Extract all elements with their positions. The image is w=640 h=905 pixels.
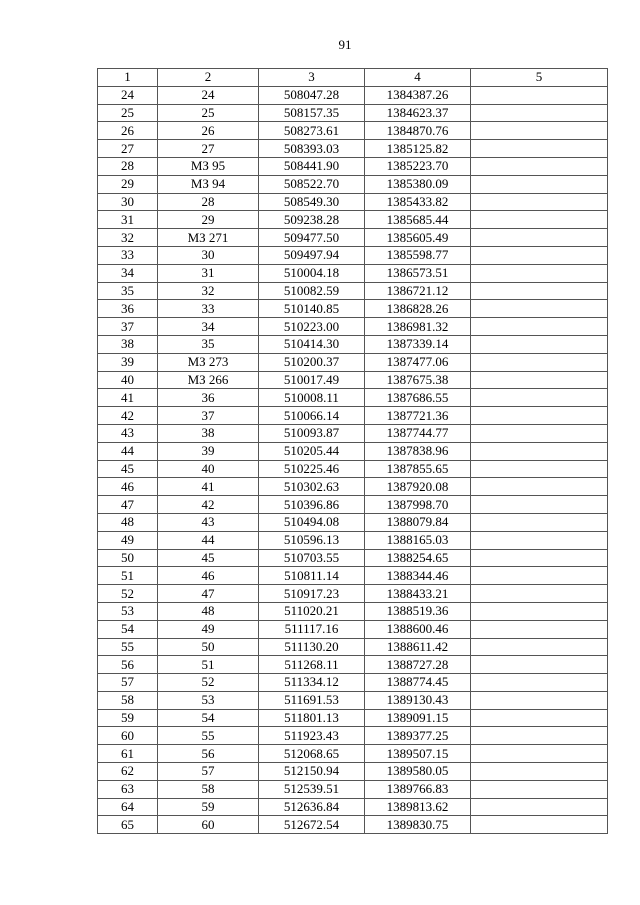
x-coordinate-cell: 510082.59 xyxy=(259,282,365,300)
row-number-cell: 32 xyxy=(98,229,158,247)
row-number-cell: 28 xyxy=(98,157,158,175)
table-row xyxy=(98,674,608,692)
note-cell xyxy=(471,727,608,745)
x-coordinate-cell: 510302.63 xyxy=(259,478,365,496)
point-id-cell: 36 xyxy=(158,389,259,407)
table-row xyxy=(98,193,608,211)
point-id-cell: 46 xyxy=(158,567,259,585)
y-coordinate-cell: 1387744.77 xyxy=(365,424,471,442)
y-coordinate-cell: 1385685.44 xyxy=(365,211,471,229)
table-row xyxy=(98,531,608,549)
x-coordinate-cell: 512672.54 xyxy=(259,816,365,834)
x-coordinate-cell: 510008.11 xyxy=(259,389,365,407)
row-number-cell: 53 xyxy=(98,602,158,620)
note-cell xyxy=(471,300,608,318)
point-id-cell: 35 xyxy=(158,335,259,353)
x-coordinate-cell: 510223.00 xyxy=(259,318,365,336)
table-row xyxy=(98,264,608,282)
point-id-cell: 28 xyxy=(158,193,259,211)
table-row xyxy=(98,709,608,727)
x-coordinate-cell: 508157.35 xyxy=(259,104,365,122)
table-row xyxy=(98,335,608,353)
table-row xyxy=(98,763,608,781)
x-coordinate-cell: 511117.16 xyxy=(259,620,365,638)
x-coordinate-cell: 510596.13 xyxy=(259,531,365,549)
point-id-cell: МЗ 266 xyxy=(158,371,259,389)
x-coordinate-cell: 512539.51 xyxy=(259,780,365,798)
table-row xyxy=(98,727,608,745)
row-number-cell: 50 xyxy=(98,549,158,567)
note-cell xyxy=(471,460,608,478)
point-id-cell: 41 xyxy=(158,478,259,496)
table-row xyxy=(98,442,608,460)
row-number-cell: 33 xyxy=(98,246,158,264)
y-coordinate-cell: 1385433.82 xyxy=(365,193,471,211)
point-id-cell: 33 xyxy=(158,300,259,318)
table-row xyxy=(98,353,608,371)
note-cell xyxy=(471,282,608,300)
note-cell xyxy=(471,674,608,692)
page-number: 91 xyxy=(338,37,352,52)
row-number-cell: 41 xyxy=(98,389,158,407)
x-coordinate-cell: 509238.28 xyxy=(259,211,365,229)
note-cell xyxy=(471,656,608,674)
x-coordinate-cell: 508441.90 xyxy=(259,157,365,175)
note-cell xyxy=(471,157,608,175)
row-number-cell: 55 xyxy=(98,638,158,656)
row-number-cell: 36 xyxy=(98,300,158,318)
table-row xyxy=(98,567,608,585)
y-coordinate-cell: 1387477.06 xyxy=(365,353,471,371)
table-row xyxy=(98,816,608,834)
y-coordinate-cell: 1389766.83 xyxy=(365,780,471,798)
table-row xyxy=(98,424,608,442)
table-row xyxy=(98,157,608,175)
note-cell xyxy=(471,246,608,264)
row-number-cell: 63 xyxy=(98,780,158,798)
y-coordinate-cell: 1389580.05 xyxy=(365,763,471,781)
note-cell xyxy=(471,175,608,193)
table-row xyxy=(98,300,608,318)
row-number-cell: 44 xyxy=(98,442,158,460)
point-id-cell: 60 xyxy=(158,816,259,834)
x-coordinate-cell: 509477.50 xyxy=(259,229,365,247)
y-coordinate-cell: 1388079.84 xyxy=(365,513,471,531)
table-header-row xyxy=(98,69,608,87)
table-row xyxy=(98,602,608,620)
table-row xyxy=(98,656,608,674)
row-number-cell: 30 xyxy=(98,193,158,211)
table-row xyxy=(98,211,608,229)
point-id-cell: 58 xyxy=(158,780,259,798)
row-number-cell: 65 xyxy=(98,816,158,834)
row-number-cell: 42 xyxy=(98,407,158,425)
y-coordinate-cell: 1389830.75 xyxy=(365,816,471,834)
note-cell xyxy=(471,798,608,816)
y-coordinate-cell: 1385223.70 xyxy=(365,157,471,175)
x-coordinate-cell: 510004.18 xyxy=(259,264,365,282)
point-id-cell: 34 xyxy=(158,318,259,336)
row-number-cell: 60 xyxy=(98,727,158,745)
x-coordinate-cell: 510066.14 xyxy=(259,407,365,425)
y-coordinate-cell: 1387998.70 xyxy=(365,496,471,514)
y-coordinate-cell: 1386828.26 xyxy=(365,300,471,318)
x-coordinate-cell: 510703.55 xyxy=(259,549,365,567)
row-number-cell: 29 xyxy=(98,175,158,193)
x-coordinate-cell: 511923.43 xyxy=(259,727,365,745)
y-coordinate-cell: 1384623.37 xyxy=(365,104,471,122)
note-cell xyxy=(471,140,608,158)
y-coordinate-cell: 1388611.42 xyxy=(365,638,471,656)
y-coordinate-cell: 1389377.25 xyxy=(365,727,471,745)
note-cell xyxy=(471,549,608,567)
point-id-cell: 49 xyxy=(158,620,259,638)
table-row xyxy=(98,691,608,709)
x-coordinate-cell: 508047.28 xyxy=(259,86,365,104)
x-coordinate-cell: 511691.53 xyxy=(259,691,365,709)
x-coordinate-cell: 510093.87 xyxy=(259,424,365,442)
x-coordinate-cell: 510811.14 xyxy=(259,567,365,585)
point-id-cell: 30 xyxy=(158,246,259,264)
point-id-cell: 31 xyxy=(158,264,259,282)
row-number-cell: 24 xyxy=(98,86,158,104)
x-coordinate-cell: 512150.94 xyxy=(259,763,365,781)
y-coordinate-cell: 1388254.65 xyxy=(365,549,471,567)
coordinates-table xyxy=(97,68,608,834)
header-cell-1: 1 xyxy=(98,69,158,87)
table-row xyxy=(98,229,608,247)
table-row xyxy=(98,282,608,300)
table-row xyxy=(98,371,608,389)
x-coordinate-cell: 511334.12 xyxy=(259,674,365,692)
row-number-cell: 61 xyxy=(98,745,158,763)
row-number-cell: 47 xyxy=(98,496,158,514)
row-number-cell: 27 xyxy=(98,140,158,158)
note-cell xyxy=(471,531,608,549)
point-id-cell: МЗ 94 xyxy=(158,175,259,193)
note-cell xyxy=(471,371,608,389)
row-number-cell: 48 xyxy=(98,513,158,531)
row-number-cell: 45 xyxy=(98,460,158,478)
point-id-cell: 51 xyxy=(158,656,259,674)
y-coordinate-cell: 1384387.26 xyxy=(365,86,471,104)
x-coordinate-cell: 512636.84 xyxy=(259,798,365,816)
table-row xyxy=(98,104,608,122)
row-number-cell: 35 xyxy=(98,282,158,300)
y-coordinate-cell: 1385605.49 xyxy=(365,229,471,247)
x-coordinate-cell: 510205.44 xyxy=(259,442,365,460)
x-coordinate-cell: 510494.08 xyxy=(259,513,365,531)
x-coordinate-cell: 510200.37 xyxy=(259,353,365,371)
x-coordinate-cell: 508393.03 xyxy=(259,140,365,158)
table-row xyxy=(98,585,608,603)
note-cell xyxy=(471,513,608,531)
y-coordinate-cell: 1385380.09 xyxy=(365,175,471,193)
point-id-cell: 45 xyxy=(158,549,259,567)
x-coordinate-cell: 510017.49 xyxy=(259,371,365,389)
note-cell xyxy=(471,264,608,282)
point-id-cell: 48 xyxy=(158,602,259,620)
point-id-cell: МЗ 273 xyxy=(158,353,259,371)
x-coordinate-cell: 508273.61 xyxy=(259,122,365,140)
table-row xyxy=(98,460,608,478)
row-number-cell: 59 xyxy=(98,709,158,727)
point-id-cell: 39 xyxy=(158,442,259,460)
note-cell xyxy=(471,816,608,834)
y-coordinate-cell: 1387686.55 xyxy=(365,389,471,407)
row-number-cell: 58 xyxy=(98,691,158,709)
table-row xyxy=(98,745,608,763)
note-cell xyxy=(471,442,608,460)
point-id-cell: 42 xyxy=(158,496,259,514)
point-id-cell: 44 xyxy=(158,531,259,549)
y-coordinate-cell: 1388600.46 xyxy=(365,620,471,638)
note-cell xyxy=(471,567,608,585)
point-id-cell: 25 xyxy=(158,104,259,122)
row-number-cell: 56 xyxy=(98,656,158,674)
y-coordinate-cell: 1388344.46 xyxy=(365,567,471,585)
row-number-cell: 62 xyxy=(98,763,158,781)
row-number-cell: 37 xyxy=(98,318,158,336)
note-cell xyxy=(471,602,608,620)
row-number-cell: 64 xyxy=(98,798,158,816)
point-id-cell: 26 xyxy=(158,122,259,140)
note-cell xyxy=(471,229,608,247)
row-number-cell: 31 xyxy=(98,211,158,229)
table-row xyxy=(98,478,608,496)
point-id-cell: МЗ 271 xyxy=(158,229,259,247)
note-cell xyxy=(471,193,608,211)
note-cell xyxy=(471,478,608,496)
x-coordinate-cell: 508549.30 xyxy=(259,193,365,211)
y-coordinate-cell: 1385598.77 xyxy=(365,246,471,264)
y-coordinate-cell: 1387920.08 xyxy=(365,478,471,496)
table-row xyxy=(98,86,608,104)
note-cell xyxy=(471,86,608,104)
x-coordinate-cell: 510140.85 xyxy=(259,300,365,318)
y-coordinate-cell: 1389813.62 xyxy=(365,798,471,816)
table-row xyxy=(98,638,608,656)
point-id-cell: 54 xyxy=(158,709,259,727)
row-number-cell: 26 xyxy=(98,122,158,140)
point-id-cell: 38 xyxy=(158,424,259,442)
x-coordinate-cell: 511020.21 xyxy=(259,602,365,620)
x-coordinate-cell: 510414.30 xyxy=(259,335,365,353)
table-row xyxy=(98,122,608,140)
x-coordinate-cell: 510917.23 xyxy=(259,585,365,603)
note-cell xyxy=(471,335,608,353)
note-cell xyxy=(471,585,608,603)
x-coordinate-cell: 512068.65 xyxy=(259,745,365,763)
row-number-cell: 54 xyxy=(98,620,158,638)
note-cell xyxy=(471,691,608,709)
note-cell xyxy=(471,709,608,727)
note-cell xyxy=(471,122,608,140)
y-coordinate-cell: 1387838.96 xyxy=(365,442,471,460)
point-id-cell: 59 xyxy=(158,798,259,816)
point-id-cell: 55 xyxy=(158,727,259,745)
point-id-cell: 29 xyxy=(158,211,259,229)
y-coordinate-cell: 1386981.32 xyxy=(365,318,471,336)
y-coordinate-cell: 1389091.15 xyxy=(365,709,471,727)
y-coordinate-cell: 1386573.51 xyxy=(365,264,471,282)
table-row xyxy=(98,318,608,336)
header-cell-3: 3 xyxy=(259,69,365,87)
y-coordinate-cell: 1386721.12 xyxy=(365,282,471,300)
table-row xyxy=(98,175,608,193)
table-row xyxy=(98,798,608,816)
y-coordinate-cell: 1388165.03 xyxy=(365,531,471,549)
note-cell xyxy=(471,424,608,442)
y-coordinate-cell: 1385125.82 xyxy=(365,140,471,158)
note-cell xyxy=(471,780,608,798)
point-id-cell: 50 xyxy=(158,638,259,656)
y-coordinate-cell: 1384870.76 xyxy=(365,122,471,140)
table-row xyxy=(98,780,608,798)
y-coordinate-cell: 1387339.14 xyxy=(365,335,471,353)
table-row xyxy=(98,620,608,638)
y-coordinate-cell: 1387675.38 xyxy=(365,371,471,389)
row-number-cell: 34 xyxy=(98,264,158,282)
y-coordinate-cell: 1388433.21 xyxy=(365,585,471,603)
table-row xyxy=(98,407,608,425)
note-cell xyxy=(471,104,608,122)
row-number-cell: 38 xyxy=(98,335,158,353)
y-coordinate-cell: 1389507.15 xyxy=(365,745,471,763)
row-number-cell: 49 xyxy=(98,531,158,549)
x-coordinate-cell: 510396.86 xyxy=(259,496,365,514)
table-row xyxy=(98,389,608,407)
note-cell xyxy=(471,353,608,371)
note-cell xyxy=(471,211,608,229)
y-coordinate-cell: 1389130.43 xyxy=(365,691,471,709)
point-id-cell: 40 xyxy=(158,460,259,478)
x-coordinate-cell: 509497.94 xyxy=(259,246,365,264)
note-cell xyxy=(471,638,608,656)
point-id-cell: 27 xyxy=(158,140,259,158)
table-row xyxy=(98,140,608,158)
x-coordinate-cell: 508522.70 xyxy=(259,175,365,193)
note-cell xyxy=(471,763,608,781)
row-number-cell: 52 xyxy=(98,585,158,603)
point-id-cell: 37 xyxy=(158,407,259,425)
point-id-cell: 32 xyxy=(158,282,259,300)
y-coordinate-cell: 1388519.36 xyxy=(365,602,471,620)
x-coordinate-cell: 511130.20 xyxy=(259,638,365,656)
header-cell-2: 2 xyxy=(158,69,259,87)
point-id-cell: 56 xyxy=(158,745,259,763)
note-cell xyxy=(471,496,608,514)
row-number-cell: 51 xyxy=(98,567,158,585)
row-number-cell: 57 xyxy=(98,674,158,692)
table-body xyxy=(98,69,608,834)
header-cell-5: 5 xyxy=(471,69,608,87)
table-row xyxy=(98,246,608,264)
note-cell xyxy=(471,318,608,336)
row-number-cell: 40 xyxy=(98,371,158,389)
y-coordinate-cell: 1388727.28 xyxy=(365,656,471,674)
point-id-cell: 52 xyxy=(158,674,259,692)
x-coordinate-cell: 511801.13 xyxy=(259,709,365,727)
point-id-cell: МЗ 95 xyxy=(158,157,259,175)
y-coordinate-cell: 1387855.65 xyxy=(365,460,471,478)
note-cell xyxy=(471,407,608,425)
x-coordinate-cell: 511268.11 xyxy=(259,656,365,674)
note-cell xyxy=(471,620,608,638)
row-number-cell: 39 xyxy=(98,353,158,371)
row-number-cell: 25 xyxy=(98,104,158,122)
y-coordinate-cell: 1387721.36 xyxy=(365,407,471,425)
header-cell-4: 4 xyxy=(365,69,471,87)
x-coordinate-cell: 510225.46 xyxy=(259,460,365,478)
row-number-cell: 43 xyxy=(98,424,158,442)
table-row xyxy=(98,513,608,531)
point-id-cell: 47 xyxy=(158,585,259,603)
note-cell xyxy=(471,745,608,763)
table-row xyxy=(98,549,608,567)
row-number-cell: 46 xyxy=(98,478,158,496)
y-coordinate-cell: 1388774.45 xyxy=(365,674,471,692)
point-id-cell: 57 xyxy=(158,763,259,781)
point-id-cell: 43 xyxy=(158,513,259,531)
point-id-cell: 24 xyxy=(158,86,259,104)
note-cell xyxy=(471,389,608,407)
table-row xyxy=(98,496,608,514)
point-id-cell: 53 xyxy=(158,691,259,709)
